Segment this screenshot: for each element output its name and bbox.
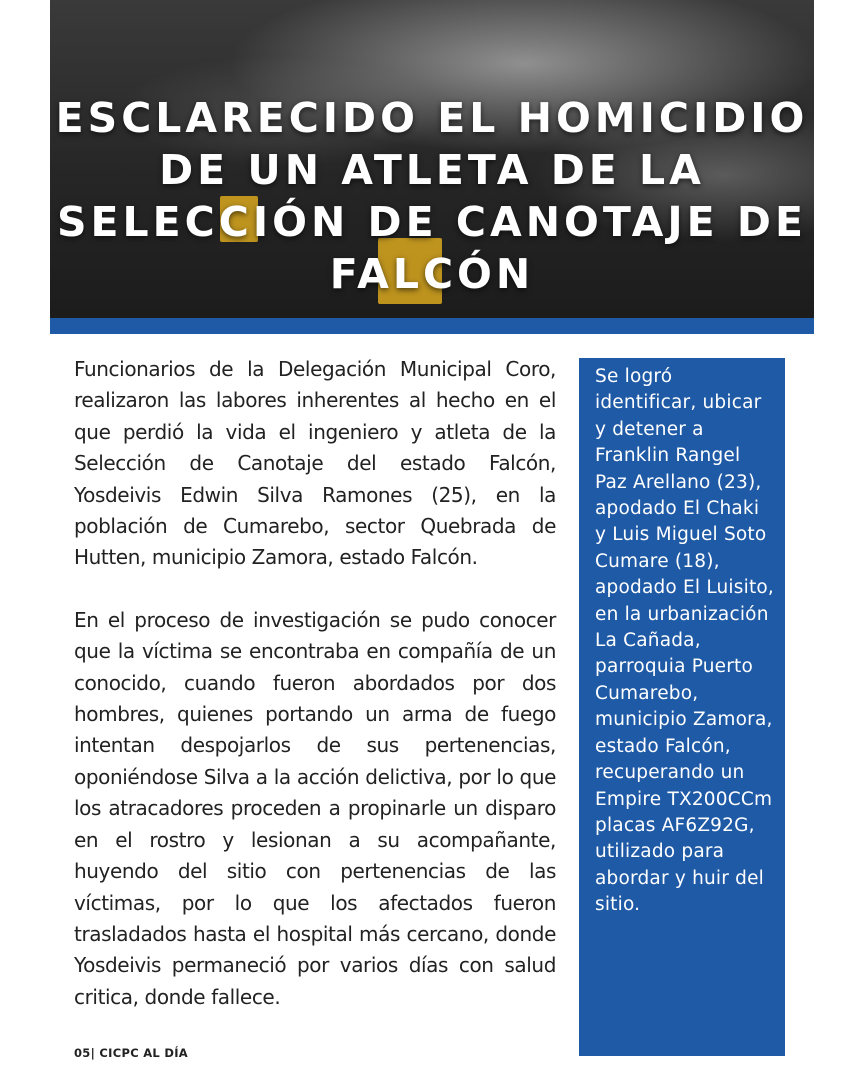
article-paragraph: Funcionarios de la Delegación Municipal Coro, realizaron las labores inherentes al hecho en el que perdió la vida el ingeniero y atleta de la Selección de Canotaje del estado Falcón, Yosdeivis Edwin Silva Ramones (25), en la población de Cumarebo, sector Quebrada de Hutten, municipio Zamora, estado Falcón. [74, 357, 556, 570]
sidebar-box [579, 358, 785, 1056]
hero-image [50, 0, 814, 318]
page-title: ESCLARECIDO EL HOMICIDIO DE UN ATLETA DE LA SELECCIÓN DE CANOTAJE DE FALCÓN [55, 94, 809, 298]
sidebar-text: Se logró identificar, ubicar y detener a Franklin Rangel Paz Arellano (23), apodado El Chaki y Luis Miguel Soto Cumare (18), apodado El Luisito, en la urbanización La Cañada, parroquia Puerto Cumarebo, municipio Zamora, estado Falcón, recuperando un Empire TX200CCm placas AF6Z92G, utilizado para abordar y huir del sitio. [595, 366, 775, 916]
article-paragraph: En el proceso de investigación se pudo conocer que la víctima se encontraba en compañía de un conocido, cuando fueron abordados por dos hombres, quienes portando un arma de fuego intentan despojarlos de sus pertenencias, oponiéndose Silva a la acción delictiva, por lo que los atracadores proceden a propinarle un disparo en el rostro y lesionan a su acompañante, huyendo del sitio con pertenencias de las víctimas, por lo que los afectados fueron trasladados hasta el hospital más cercano, donde Yosdeivis permaneció por varios días con salud critica, donde fallece. [74, 607, 556, 1009]
article-body [74, 354, 556, 1013]
header-divider [50, 318, 814, 334]
page-footer: 05| CICPC AL DÍA [74, 1046, 188, 1060]
